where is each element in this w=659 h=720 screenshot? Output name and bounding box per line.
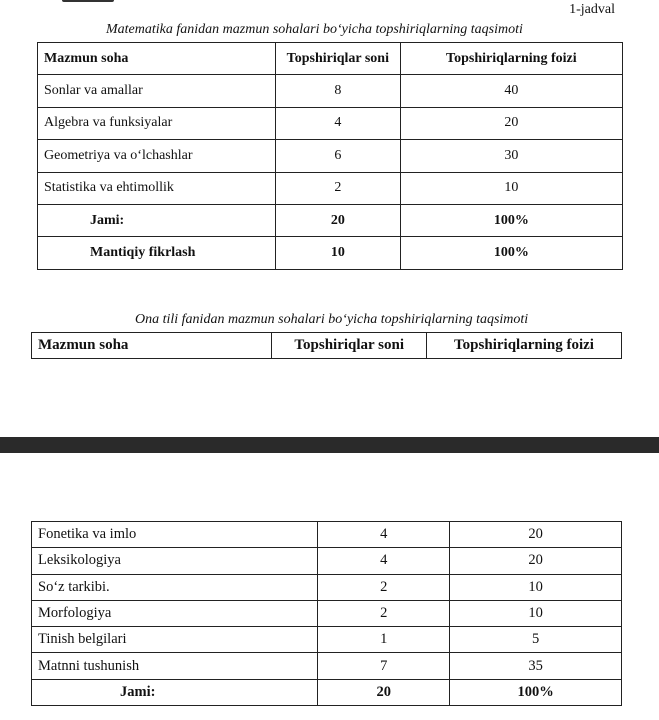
total-count: 20 <box>318 679 450 705</box>
total-percent: 100% <box>450 679 622 705</box>
table-row <box>32 600 622 626</box>
count-cell: 2 <box>318 600 450 626</box>
percent-cell: 20 <box>400 107 622 139</box>
header-cell: Mazmun soha <box>38 43 276 75</box>
table-row <box>38 140 623 172</box>
count-cell: 1 <box>318 627 450 653</box>
area-cell: Sonlar va amallar <box>38 75 276 107</box>
header-cell: Topshiriqlarning foizi <box>427 333 622 359</box>
area-cell: So‘z tarkibi. <box>32 574 318 600</box>
header-cell: Topshiriqlarning foizi <box>400 43 622 75</box>
count-cell: 2 <box>276 172 401 204</box>
count-cell: 7 <box>318 653 450 679</box>
page-divider-bar <box>0 437 659 453</box>
total-label: Jami: <box>32 679 318 705</box>
table-row <box>38 172 623 204</box>
percent-cell: 40 <box>400 75 622 107</box>
math-table-caption: Matematika fanidan mazmun sohalari bo‘yicha topshiriqlarning taqsimoti <box>106 22 523 37</box>
count-cell: 4 <box>276 107 401 139</box>
total-percent: 100% <box>400 204 622 236</box>
area-cell: Algebra va funksiyalar <box>38 107 276 139</box>
logic-row <box>38 237 623 269</box>
math-content-table <box>37 42 623 270</box>
count-cell: 4 <box>318 522 450 548</box>
table-row <box>32 548 622 574</box>
area-cell: Tinish belgilari <box>32 627 318 653</box>
header-cell: Mazmun soha <box>32 333 272 359</box>
percent-cell: 35 <box>450 653 622 679</box>
header-cell: Topshiriqlar soni <box>276 43 401 75</box>
percent-cell: 20 <box>450 522 622 548</box>
total-row <box>38 204 623 236</box>
ona-tili-table-caption: Ona tili fanidan mazmun sohalari bo‘yicha topshiriqlarning taqsimoti <box>135 312 529 327</box>
area-cell: Statistika va ehtimollik <box>38 172 276 204</box>
logic-count: 10 <box>276 237 401 269</box>
area-cell: Matnni tushunish <box>32 653 318 679</box>
table-number-label: 1-jadval <box>569 2 615 17</box>
area-cell: Fonetika va imlo <box>32 522 318 548</box>
area-cell: Geometriya va o‘lchashlar <box>38 140 276 172</box>
count-cell: 6 <box>276 140 401 172</box>
total-row <box>32 679 622 705</box>
table-header-row <box>38 43 623 75</box>
table-row <box>32 574 622 600</box>
header-cell: Topshiriqlar soni <box>272 333 427 359</box>
logic-label: Mantiqiy fikrlash <box>38 237 276 269</box>
table-row <box>32 653 622 679</box>
percent-cell: 10 <box>400 172 622 204</box>
count-cell: 8 <box>276 75 401 107</box>
count-cell: 2 <box>318 574 450 600</box>
percent-cell: 10 <box>450 600 622 626</box>
table-header-row <box>32 333 622 359</box>
area-cell: Morfologiya <box>32 600 318 626</box>
percent-cell: 30 <box>400 140 622 172</box>
table-row <box>32 522 622 548</box>
ona-tili-content-table <box>31 521 622 706</box>
table-row <box>38 75 623 107</box>
cropped-header-mark <box>62 0 114 2</box>
total-count: 20 <box>276 204 401 236</box>
table-row <box>38 107 623 139</box>
area-cell: Leksikologiya <box>32 548 318 574</box>
count-cell: 4 <box>318 548 450 574</box>
percent-cell: 10 <box>450 574 622 600</box>
ona-tili-header-table <box>31 332 622 359</box>
total-label: Jami: <box>38 204 276 236</box>
percent-cell: 5 <box>450 627 622 653</box>
logic-percent: 100% <box>400 237 622 269</box>
percent-cell: 20 <box>450 548 622 574</box>
table-row <box>32 627 622 653</box>
